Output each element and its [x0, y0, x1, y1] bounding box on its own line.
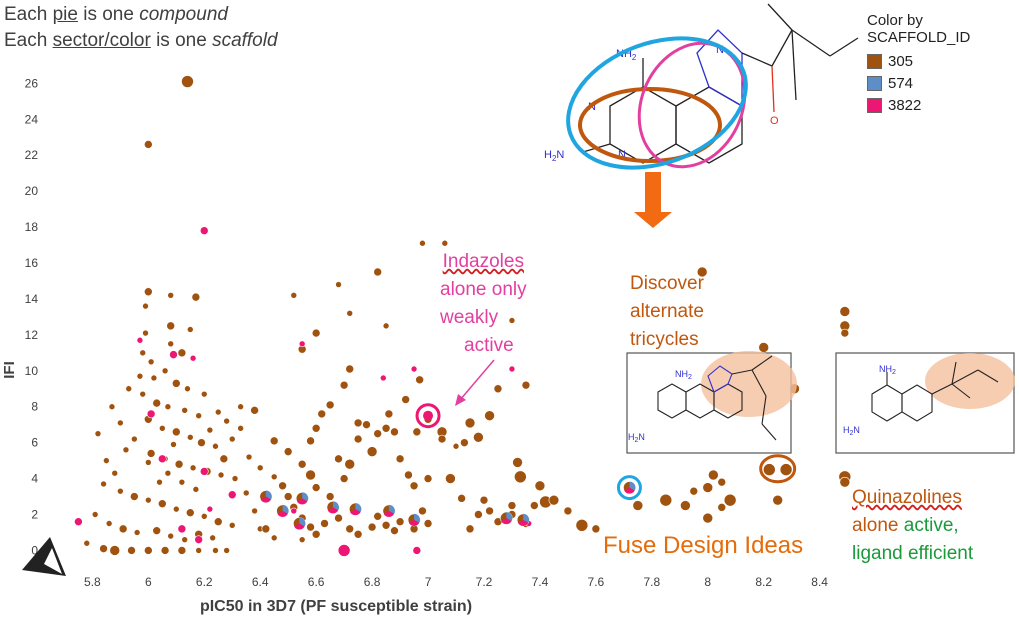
point-305 — [143, 303, 149, 309]
pie-point-mixed — [349, 503, 361, 515]
y-tick-label: 18 — [24, 220, 38, 235]
point-305 — [168, 341, 174, 347]
x-tick-label: 8.4 — [811, 575, 828, 589]
point-3822 — [299, 341, 305, 347]
point-305 — [410, 482, 418, 490]
point-305 — [161, 546, 169, 554]
point-305 — [145, 459, 151, 465]
point-305 — [119, 525, 127, 533]
point-305 — [187, 326, 193, 332]
point-305 — [168, 533, 174, 539]
point-305 — [165, 404, 171, 410]
point-305 — [238, 425, 244, 431]
point-305 — [418, 507, 426, 515]
point-305 — [321, 519, 329, 527]
point-305 — [514, 471, 526, 483]
point-305 — [773, 495, 783, 505]
point-305 — [153, 399, 161, 407]
bond-alkyl-2 — [768, 4, 792, 30]
point-305 — [186, 509, 194, 517]
point-305 — [212, 443, 218, 449]
point-305 — [298, 460, 306, 468]
point-305 — [134, 529, 140, 535]
point-3822 — [228, 491, 236, 499]
point-305 — [690, 487, 698, 495]
point-305 — [229, 436, 235, 442]
point-305 — [95, 431, 101, 437]
bond-alkyl-1 — [772, 30, 792, 66]
point-305 — [390, 428, 398, 436]
point-305 — [291, 292, 297, 298]
legend-swatch — [867, 54, 882, 69]
point-305 — [178, 349, 186, 357]
pie-point-mixed — [500, 512, 512, 524]
x-axis-label: pIC50 in 3D7 (PF susceptible strain) — [199, 598, 473, 615]
point-305 — [271, 474, 277, 480]
point-305 — [336, 282, 342, 288]
bond-oxygen — [772, 66, 774, 112]
n-label-1: N — [588, 101, 596, 113]
point-3822 — [291, 508, 297, 514]
point-305 — [184, 386, 190, 392]
quinazoline-h2n: $H_2N$ — [843, 425, 860, 437]
point-305 — [257, 465, 263, 471]
point-305 — [123, 447, 129, 453]
down-arrow-icon — [634, 172, 672, 228]
point-305 — [347, 310, 353, 316]
point-305 — [172, 428, 180, 436]
point-305 — [513, 457, 523, 467]
o-label: O — [770, 115, 779, 127]
point-305 — [173, 506, 179, 512]
y-tick-label: 24 — [24, 112, 38, 127]
point-305 — [416, 376, 424, 384]
point-305 — [182, 537, 188, 543]
point-305 — [140, 350, 146, 356]
legend-item-305: 305 — [867, 50, 970, 72]
point-305 — [413, 428, 421, 436]
point-305 — [402, 396, 410, 404]
pie-point-mixed — [277, 505, 289, 517]
point-305 — [220, 455, 228, 463]
x-tick-label: 5.8 — [84, 575, 101, 589]
pie-point-mixed — [623, 482, 635, 494]
point-3822 — [195, 536, 203, 544]
bond-alkyl-3 — [792, 30, 830, 56]
x-tick-label: 6.8 — [363, 575, 381, 589]
point-305 — [246, 454, 252, 460]
point-305 — [312, 484, 320, 492]
point-305 — [592, 525, 600, 533]
point-305 — [117, 488, 123, 494]
y-tick-label: 14 — [24, 291, 38, 306]
point-305 — [312, 329, 320, 337]
point-305 — [238, 404, 244, 410]
legend-title-1: Color by — [867, 12, 923, 29]
point-305 — [419, 240, 425, 246]
y-tick-label: 20 — [24, 184, 38, 199]
point-305 — [363, 421, 371, 429]
point-305 — [660, 494, 672, 506]
point-305 — [307, 523, 315, 531]
point-305 — [522, 381, 530, 389]
point-305 — [474, 511, 482, 519]
point-305 — [271, 535, 277, 541]
point-305 — [143, 330, 149, 336]
n-label-3: N — [716, 44, 724, 56]
point-305 — [307, 437, 315, 445]
x-tick-label: 6 — [144, 575, 152, 589]
point-305 — [197, 439, 205, 447]
point-305 — [708, 470, 718, 480]
tricycle-structure — [627, 351, 797, 453]
point-305 — [92, 512, 98, 518]
pie-point-mixed — [296, 492, 308, 504]
point-305 — [106, 520, 112, 526]
point-305 — [703, 483, 713, 493]
point-305 — [466, 525, 474, 533]
point-305 — [759, 342, 769, 352]
y-tick-label: 8 — [31, 399, 38, 414]
point-305 — [201, 513, 207, 519]
point-305 — [404, 471, 412, 479]
fuse-design-ideas: Fuse Design Ideas — [603, 532, 804, 559]
pie-point-mixed — [383, 505, 395, 517]
point-305 — [354, 419, 362, 427]
caption-line-1: Each pie is one compound — [4, 4, 228, 25]
point-305 — [318, 410, 326, 418]
indazole-point — [423, 411, 433, 421]
x-tick-label: 8.2 — [755, 575, 773, 589]
legend-item-3822: 3822 — [867, 94, 970, 116]
y-tick-label: 22 — [24, 148, 38, 163]
point-305 — [382, 521, 390, 529]
point-305 — [201, 391, 207, 397]
legend-title-2: SCAFFOLD_ID — [867, 29, 971, 46]
indazole-arrow — [460, 360, 494, 400]
point-305 — [224, 418, 230, 424]
point-305 — [182, 407, 188, 413]
point-305 — [382, 424, 390, 432]
point-305 — [131, 436, 137, 442]
indazoles-annotation: Indazoles alone only weakly active — [440, 251, 527, 356]
point-3822 — [411, 366, 417, 372]
point-305 — [100, 545, 108, 553]
point-3822 — [190, 355, 196, 361]
point-305 — [465, 418, 475, 428]
point-305 — [101, 481, 107, 487]
tricycles-annotation: Discover alternate tricycles — [630, 273, 704, 350]
point-305 — [374, 430, 382, 438]
point-305 — [167, 322, 175, 330]
point-305 — [633, 501, 643, 511]
point-3822 — [338, 544, 350, 556]
molecule-top — [583, 4, 858, 163]
point-305 — [190, 465, 196, 471]
y-tick-label: 0 — [31, 543, 38, 558]
point-305 — [312, 530, 320, 538]
point-305 — [703, 513, 713, 523]
point-3822 — [158, 455, 166, 463]
point-305 — [284, 493, 292, 501]
point-305 — [486, 507, 494, 515]
point-305 — [148, 359, 154, 365]
point-305 — [192, 293, 200, 301]
pie-point-mixed — [517, 514, 529, 526]
point-305 — [335, 455, 343, 463]
point-305 — [340, 475, 348, 483]
point-305 — [144, 546, 152, 554]
point-305 — [326, 493, 334, 501]
y-axis-label: IFI — [1, 361, 18, 379]
y-tick-label: 26 — [24, 76, 38, 91]
point-3822 — [200, 467, 208, 475]
point-305 — [340, 381, 348, 389]
point-305 — [367, 447, 377, 457]
point-305 — [424, 475, 432, 483]
point-305 — [473, 432, 483, 442]
legend-item-574: 574 — [867, 72, 970, 94]
point-305 — [299, 537, 305, 543]
pie-point-mixed — [293, 517, 305, 529]
point-305 — [207, 427, 213, 433]
point-305 — [374, 268, 382, 276]
point-305 — [84, 540, 90, 546]
point-305 — [162, 368, 168, 374]
point-305 — [354, 435, 362, 443]
point-305 — [170, 441, 176, 447]
pie-point-mixed — [260, 491, 272, 503]
point-305 — [168, 292, 174, 298]
y-tick-label: 10 — [24, 363, 38, 378]
point-305 — [144, 140, 152, 148]
point-3822 — [74, 518, 82, 526]
point-305 — [576, 519, 588, 531]
point-305 — [453, 443, 459, 449]
point-305 — [424, 519, 432, 527]
x-tick-label: 7.4 — [531, 575, 549, 589]
point-305 — [157, 479, 163, 485]
point-305 — [284, 448, 292, 456]
quinazolines-annotation: Quinazolines alone active, ligand efficient — [852, 487, 974, 564]
point-305 — [442, 240, 448, 246]
n-label-2: N — [618, 149, 626, 161]
point-3822 — [413, 546, 421, 554]
point-305 — [128, 546, 136, 554]
point-305 — [841, 329, 849, 337]
point-305 — [718, 503, 726, 511]
point-305 — [458, 494, 466, 502]
point-305 — [229, 522, 235, 528]
point-305 — [165, 470, 171, 476]
legend-swatch — [867, 76, 882, 91]
point-305 — [346, 525, 354, 533]
point-305 — [374, 512, 382, 520]
x-tick-label: 7.8 — [643, 575, 661, 589]
bond-alkyl-4 — [792, 30, 796, 100]
x-tick-label: 6.2 — [195, 575, 213, 589]
pie-point-mixed — [327, 501, 339, 513]
point-305 — [175, 460, 183, 468]
point-305 — [680, 501, 690, 511]
point-305 — [145, 497, 151, 503]
point-305 — [251, 406, 259, 414]
point-305 — [390, 527, 398, 535]
bond-carbonyl — [742, 53, 772, 66]
point-305 — [480, 496, 488, 504]
point-305 — [763, 464, 775, 476]
point-305 — [126, 386, 132, 392]
point-305 — [243, 490, 249, 496]
point-305 — [151, 375, 157, 381]
pie-point-mixed — [408, 514, 420, 526]
point-305 — [326, 401, 334, 409]
tricycle-h2n: $H_2N$ — [628, 432, 645, 444]
point-305 — [224, 547, 230, 553]
point-305 — [159, 425, 165, 431]
point-305 — [137, 373, 143, 379]
point-305 — [840, 307, 850, 317]
point-305 — [724, 494, 736, 506]
quinazoline-structure — [836, 353, 1015, 453]
point-305 — [112, 470, 118, 476]
point-305 — [153, 527, 161, 535]
point-305 — [279, 482, 287, 490]
point-305 — [549, 495, 559, 505]
point-305 — [158, 500, 166, 508]
point-305 — [181, 76, 193, 88]
point-305 — [270, 437, 278, 445]
h2n-label: $H_2N$ — [544, 149, 565, 163]
caption-line-2: Each sector/color is one scaffold — [4, 30, 278, 51]
point-305 — [346, 365, 354, 373]
y-tick-label: 4 — [31, 471, 38, 486]
point-305 — [306, 470, 316, 480]
x-tick-label: 7 — [424, 575, 432, 589]
point-305 — [172, 379, 180, 387]
point-305 — [385, 410, 393, 418]
point-3822 — [147, 410, 155, 418]
bond-alkyl-5 — [830, 38, 858, 56]
point-305 — [144, 288, 152, 296]
point-305 — [252, 508, 258, 514]
point-305 — [193, 486, 199, 492]
point-305 — [335, 514, 343, 522]
point-305 — [508, 502, 516, 510]
point-305 — [178, 546, 186, 554]
point-305 — [214, 518, 222, 526]
point-305 — [840, 477, 850, 487]
point-305 — [103, 458, 109, 464]
point-305 — [718, 478, 726, 486]
point-305 — [196, 547, 202, 553]
point-305 — [445, 474, 455, 484]
tricycle-nh2: $NH_2$ — [675, 369, 692, 381]
point-305 — [187, 434, 193, 440]
point-3822 — [178, 525, 186, 533]
point-305 — [215, 409, 221, 415]
point-305 — [368, 523, 376, 531]
y-tick-label: 12 — [24, 327, 38, 342]
ring-mid — [676, 87, 742, 163]
point-305 — [564, 507, 572, 515]
y-tick-label: 2 — [31, 507, 38, 522]
point-305 — [117, 420, 123, 426]
x-tick-label: 7.6 — [587, 575, 605, 589]
point-305 — [140, 391, 146, 397]
point-305 — [212, 547, 218, 553]
point-305 — [130, 493, 138, 501]
point-305 — [396, 518, 404, 526]
y-tick-label: 6 — [31, 435, 38, 450]
point-305 — [109, 404, 115, 410]
point-305 — [535, 481, 545, 491]
legend-swatch — [867, 98, 882, 113]
point-305 — [780, 464, 792, 476]
point-305 — [147, 449, 155, 457]
point-305 — [262, 525, 270, 533]
point-305 — [485, 411, 495, 421]
point-305 — [396, 455, 404, 463]
point-305 — [110, 545, 120, 555]
scaffold-ellipse-blue — [550, 15, 764, 191]
legend — [867, 12, 970, 116]
point-3822 — [509, 366, 515, 372]
x-tick-label: 6.4 — [251, 575, 269, 589]
point-305 — [179, 479, 185, 485]
point-3822 — [137, 337, 143, 343]
x-tick-label: 8 — [704, 575, 712, 589]
point-305 — [460, 439, 468, 447]
quinazoline-nh2: $NH_2$ — [879, 364, 896, 376]
nh2-label: $NH_2$ — [616, 48, 637, 62]
point-305 — [438, 435, 446, 443]
x-tick-label: 6.6 — [307, 575, 325, 589]
y-tick-label: 16 — [24, 256, 38, 271]
point-305 — [383, 323, 389, 329]
point-305 — [218, 472, 224, 478]
point-305 — [232, 476, 238, 482]
point-305 — [312, 424, 320, 432]
point-305 — [530, 502, 538, 510]
x-tick-label: 7.2 — [475, 575, 493, 589]
point-305 — [494, 385, 502, 393]
point-305 — [196, 413, 202, 419]
point-305 — [210, 535, 216, 541]
point-3822 — [207, 506, 213, 512]
point-305 — [345, 459, 355, 469]
point-3822 — [169, 351, 177, 359]
point-3822 — [380, 375, 386, 381]
point-3822 — [200, 227, 208, 235]
point-305 — [354, 530, 362, 538]
